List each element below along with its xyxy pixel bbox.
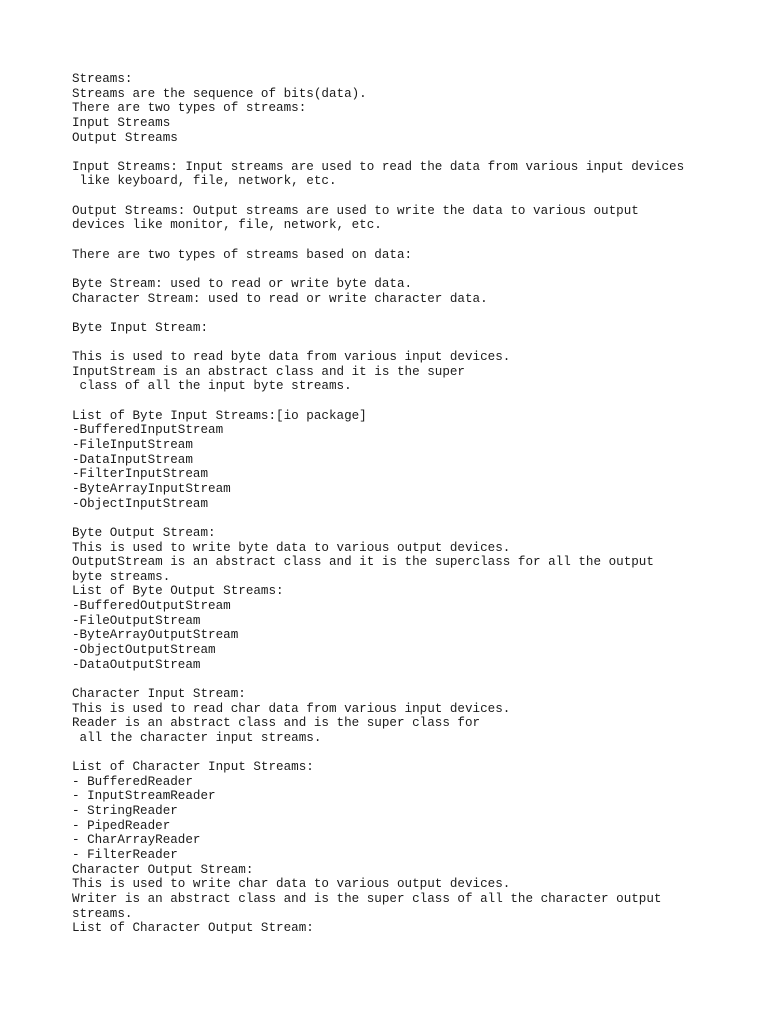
text-line: Streams are the sequence of bits(data). bbox=[72, 86, 367, 101]
text-line: InputStream is an abstract class and it is the super bbox=[72, 364, 465, 379]
list-item: -FileInputStream bbox=[72, 438, 193, 453]
list-heading: List of Character Output Stream: bbox=[72, 921, 314, 936]
text-line: streams. bbox=[72, 906, 133, 921]
text-line: Output Streams bbox=[72, 130, 178, 145]
text-line: like keyboard, file, network, etc. bbox=[72, 174, 337, 189]
section-heading: Character Input Stream: bbox=[72, 686, 246, 701]
list-item: -BufferedInputStream bbox=[72, 423, 224, 438]
text-line: This is used to read byte data from various input devices. bbox=[72, 350, 511, 365]
list-item: - BufferedReader bbox=[72, 774, 193, 789]
blank-line bbox=[72, 745, 712, 760]
list-item: -ObjectOutputStream bbox=[72, 642, 216, 657]
text-line: This is used to write char data to various output devices. bbox=[72, 877, 511, 892]
text-line: There are two types of streams: bbox=[72, 101, 307, 116]
list-item: - CharArrayReader bbox=[72, 833, 201, 848]
list-item: - StringReader bbox=[72, 804, 178, 819]
list-item: - PipedReader bbox=[72, 818, 171, 833]
blank-line bbox=[72, 511, 712, 526]
section-heading: Byte Output Stream: bbox=[72, 525, 216, 540]
text-line: OutputStream is an abstract class and it is the superclass for all the output bbox=[72, 555, 654, 570]
blank-line bbox=[72, 672, 712, 687]
list-item: - InputStreamReader bbox=[72, 789, 216, 804]
blank-line bbox=[72, 336, 712, 351]
blank-line bbox=[72, 262, 712, 277]
text-line: Output Streams: Output streams are used to write the data to various output bbox=[72, 203, 639, 218]
section-heading: Byte Input Stream: bbox=[72, 320, 209, 335]
list-heading: List of Byte Input Streams:[io package] bbox=[72, 408, 367, 423]
list-heading: List of Byte Output Streams: bbox=[72, 584, 284, 599]
text-line: Character Stream: used to read or write character data. bbox=[72, 291, 488, 306]
text-line: There are two types of streams based on data: bbox=[72, 247, 413, 262]
text-line: This is used to read char data from various input devices. bbox=[72, 701, 511, 716]
text-line: Writer is an abstract class and is the super class of all the character output bbox=[72, 891, 662, 906]
list-item: -BufferedOutputStream bbox=[72, 599, 231, 614]
blank-line bbox=[72, 394, 712, 409]
document-page bbox=[72, 72, 712, 936]
text-line: Byte Stream: used to read or write byte data. bbox=[72, 276, 413, 291]
list-item: -FilterInputStream bbox=[72, 467, 209, 482]
list-item: -FileOutputStream bbox=[72, 613, 201, 628]
text-line: devices like monitor, file, network, etc. bbox=[72, 218, 382, 233]
section-heading: Character Output Stream: bbox=[72, 862, 254, 877]
text-line: byte streams. bbox=[72, 569, 171, 584]
blank-line bbox=[72, 145, 712, 160]
blank-line bbox=[72, 189, 712, 204]
list-item: -ByteArrayOutputStream bbox=[72, 628, 239, 643]
list-item: -DataInputStream bbox=[72, 452, 193, 467]
list-item: - FilterReader bbox=[72, 847, 178, 862]
text-line: all the character input streams. bbox=[72, 730, 322, 745]
text-line: Input Streams bbox=[72, 115, 171, 130]
text-line: Streams: bbox=[72, 72, 133, 86]
list-item: -DataOutputStream bbox=[72, 657, 201, 672]
blank-line bbox=[72, 306, 712, 321]
list-item: -ObjectInputStream bbox=[72, 496, 209, 511]
text-line: Input Streams: Input streams are used to read the data from various input devices bbox=[72, 159, 685, 174]
list-heading: List of Character Input Streams: bbox=[72, 760, 314, 775]
list-item: -ByteArrayInputStream bbox=[72, 481, 231, 496]
text-line: class of all the input byte streams. bbox=[72, 379, 352, 394]
text-line: This is used to write byte data to various output devices. bbox=[72, 540, 511, 555]
blank-line bbox=[72, 233, 712, 248]
text-line: Reader is an abstract class and is the super class for bbox=[72, 716, 481, 731]
